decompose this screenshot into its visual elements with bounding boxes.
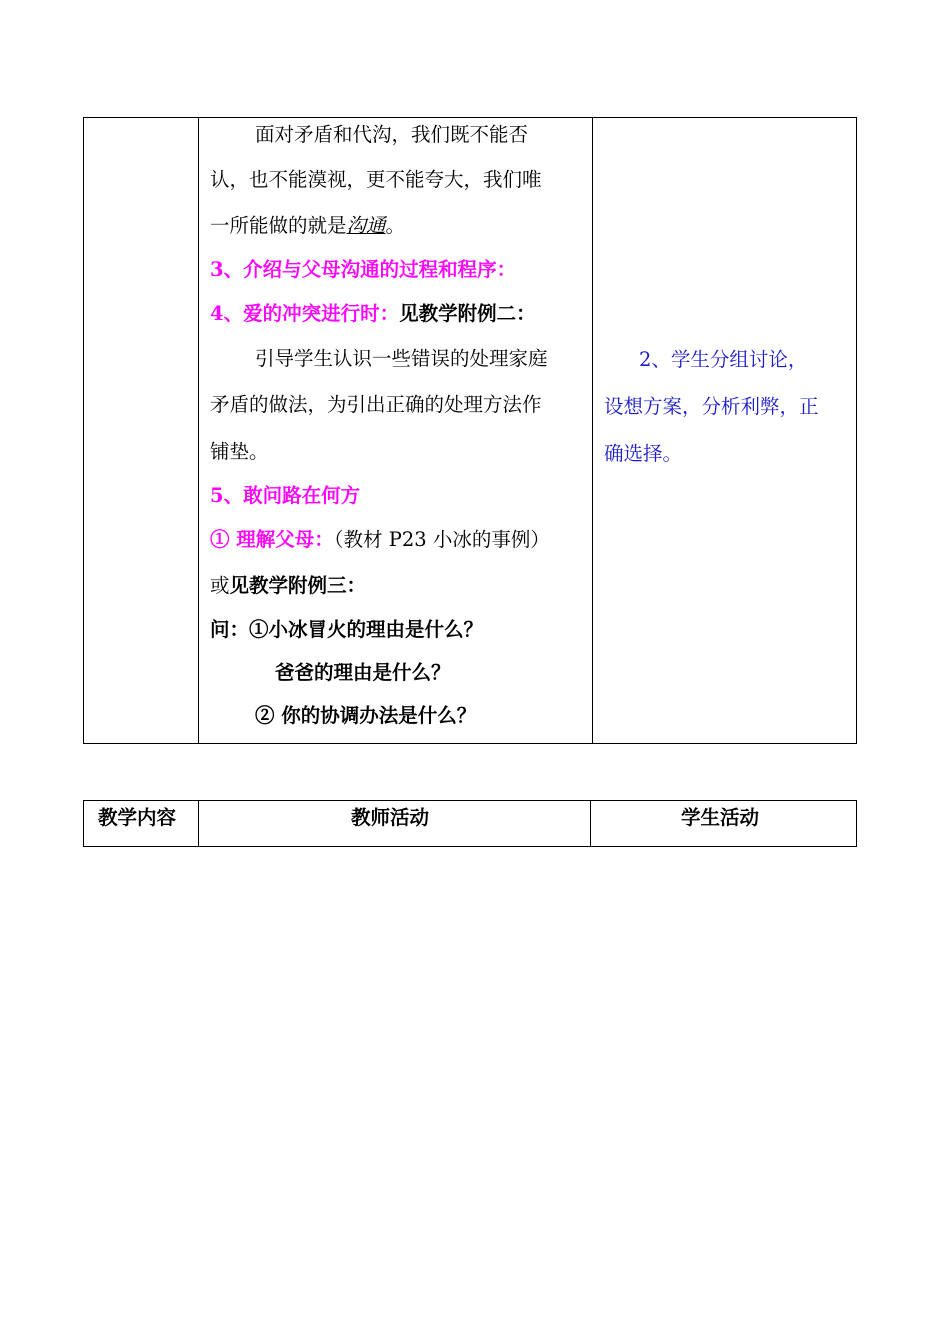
column-divider <box>590 801 591 846</box>
column-divider <box>198 118 199 743</box>
lesson-table <box>83 117 857 744</box>
header-teaching-content: 教学内容 <box>98 806 177 829</box>
paragraph-line: 铺垫。 <box>210 440 269 463</box>
column-divider <box>592 118 593 743</box>
section-heading-5: 5、敢问路在何方 <box>210 484 361 507</box>
student-text-line: 设想方案，分析利弊，正 <box>604 395 819 418</box>
paragraph-line: 或见教学附例三： <box>210 574 367 597</box>
section-heading-3: 3、介绍与父母沟通的过程和程序： <box>210 258 517 281</box>
header-student-activity: 学生活动 <box>681 806 760 829</box>
paragraph-line: 认，也不能漠视，更不能夸大，我们唯 <box>210 168 542 191</box>
paragraph-line: 引导学生认识一些错误的处理家庭 <box>255 347 548 370</box>
emphasis-word: 沟通 <box>346 214 386 237</box>
question-line: 爸爸的理由是什么？ <box>275 661 451 684</box>
student-text-line: 确选择。 <box>604 442 683 465</box>
header-teacher-activity: 教师活动 <box>351 806 430 829</box>
paragraph-line: 一所能做的就是沟通。 <box>210 214 406 237</box>
header-table <box>83 800 857 847</box>
question-line: ② 你的协调办法是什么？ <box>255 704 477 727</box>
paragraph-line: 面对矛盾和代沟，我们既不能否 <box>255 123 529 146</box>
subsection-heading: ① 理解父母：（教材 P23 小冰的事例） <box>210 528 550 551</box>
column-divider <box>198 801 199 846</box>
question-line: 问：①小冰冒火的理由是什么？ <box>210 618 484 641</box>
student-text-line: 2、学生分组讨论， <box>639 348 808 371</box>
section-heading-4: 4、爱的冲突进行时：见教学附例二： <box>210 302 536 325</box>
paragraph-line: 矛盾的做法，为引出正确的处理方法作 <box>210 393 542 416</box>
